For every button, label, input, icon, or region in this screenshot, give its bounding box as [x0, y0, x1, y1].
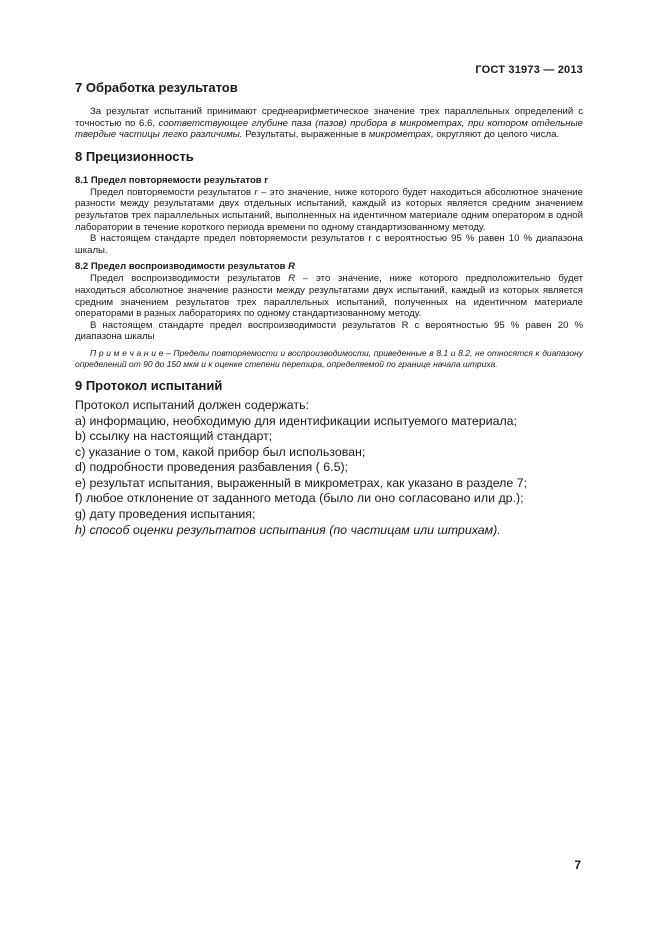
protocol-items: [75, 414, 583, 539]
symbol-r: r: [254, 186, 258, 198]
protocol-list-block: [75, 398, 583, 538]
section-7: [75, 80, 583, 141]
section-9-title: 9 Протокол испытаний: [75, 377, 223, 393]
list-item: c) указание о том, какой прибор был использован;: [75, 444, 366, 459]
section-8-title: 8 Прецизионность: [75, 148, 194, 164]
list-item: h) способ оценки результатов испытания (по частицам или штрихам).: [75, 522, 501, 537]
symbol-R: R: [288, 261, 295, 273]
section-8: [75, 149, 583, 370]
subsection-8-2-definition: [75, 273, 583, 319]
list-item: d) подробности проведения разбавления ( 6.5);: [75, 460, 349, 475]
text-run: За результат испытаний принимают среднеарифметическое значение трех параллельных определений с точностью по 6.6,: [75, 106, 583, 129]
page-number: 7: [574, 858, 581, 872]
subsection-8-2-title: [75, 261, 583, 273]
subsection-8-2-value: В настоящем стандарте предел воспроизводимости результатов R с вероятностью 95 % равен 20 % диапазона шкалы: [75, 319, 583, 343]
section-7-title: 7 Обработка результатов: [75, 80, 238, 95]
subsection-8-1-definition: [75, 187, 583, 233]
text-run: – это значение, ниже которого предположительно будет находиться абсолютное значение разности между результатами двух испытаний, каждый из которых является средним значением результатов трех параллельных испытаний, полученных на идентичном материале операторами в разных лабораториях по одному стандартизованному методу.: [75, 273, 583, 320]
subsection-8-1-value: В настоящем стандарте предел повторяемости результатов r с вероятностью 95 % равен 10 % диапазона шкалы.: [75, 233, 583, 256]
text-run: Предел воспроизводимости результатов: [90, 273, 289, 285]
text-run-italic: соответствующее глубине паза (пазов) прибора в микрометрах, при котором отдельные твердые частицы легко различимы.: [75, 117, 583, 141]
protocol-intro: Протокол испытаний должен содержать:: [75, 397, 309, 412]
list-item: g) дату проведения испытания;: [75, 507, 256, 522]
text-run: округляют до целого числа.: [433, 129, 560, 141]
list-item: b) ссылку на настоящий стандарт;: [75, 429, 273, 444]
symbol-R: R: [288, 273, 296, 285]
list-item: f) любое отклонение от заданного метода (было ли оно согласовано или др.);: [75, 491, 524, 506]
page-content: [75, 80, 583, 538]
precision-note: П р и м е ч а н и е – Пределы повторяемости и воспроизводимости, приведенные в 8.1 и 8.2, не относятся к диапазону определений от 90 до 150 мкм и к оценке степени перетира, определяемой по границе начала штриха.: [75, 347, 583, 369]
text-run: 8.2 Предел воспроизводимости результатов: [75, 261, 289, 273]
text-run: Предел повторяемости результатов: [90, 186, 255, 198]
section-9: [75, 378, 583, 538]
subsection-8-1-title: 8.1 Предел повторяемости результатов r: [75, 174, 268, 186]
text-run-italic: микрометрах,: [368, 129, 434, 141]
standard-number: ГОСТ 31973 — 2013: [475, 64, 583, 76]
section-7-paragraph: [75, 106, 583, 141]
text-run: Результаты, выраженные в: [242, 129, 369, 141]
text-run: – это значение, ниже которого будет находиться абсолютное значение разности между результатами двух отдельных испытаний, каждый из которых является средним значением результатов трех параллельных испытаний, выполненных на идентичном материале одним оператором в одной лаборатории в течение короткого периода времени по одному стандартизованному методу.: [75, 186, 584, 233]
list-item: e) результат испытания, выраженный в микрометрах, как указано в разделе 7;: [75, 475, 528, 490]
list-item: a) информацию, необходимую для идентификации испытуемого материала;: [75, 413, 518, 428]
